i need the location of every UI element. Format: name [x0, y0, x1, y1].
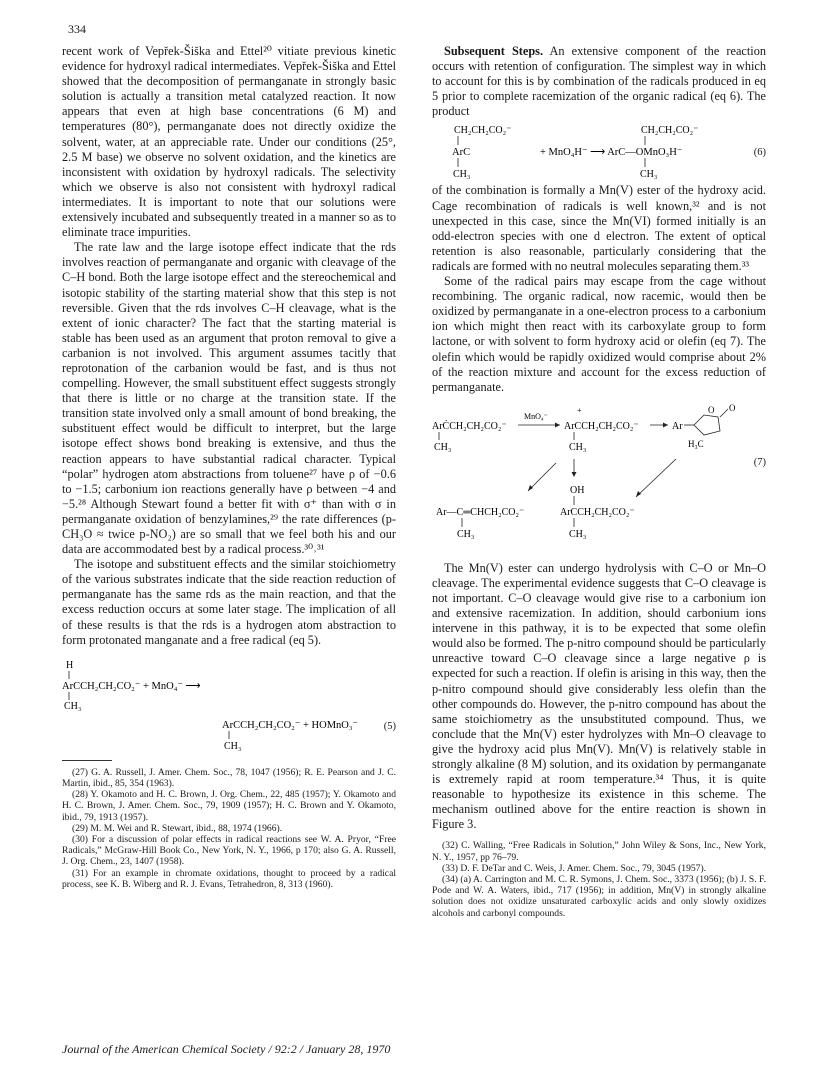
svg-text:OH: OH	[570, 484, 585, 496]
svg-text:Ar: Ar	[672, 420, 683, 432]
svg-text:ArCCH₂CH₂CO₂⁻ + HOMnO₃⁻: ArCCH₂CH₂CO₂⁻ + HOMnO₃⁻	[222, 719, 359, 731]
equation-6-number: (6)	[753, 147, 766, 159]
right-paragraph-2: of the combination is formally a Mn(V) ester of the hydroxy acid. Cage recombination of radicals is well known,³² and is not unexpected in this case, since the Mn(VI) formed initially is an odd-electron species with one d electron. The extent of optical retention is also reasonable, particularly considering that the radicals are formed with no neutral molecules separating them.³³	[432, 183, 766, 273]
svg-text:H₃C: H₃C	[688, 438, 704, 449]
footnotes-right	[432, 840, 766, 918]
svg-text:H: H	[66, 659, 74, 671]
svg-text:CH₃: CH₃	[569, 441, 587, 453]
footnote-30: (30) For a discussion of polar effects in radical reactions see W. A. Pryor, “Free Radicals,” McGraw-Hill Book Co., New York, N. Y., 1966, p 170; also G. A. Russell, J. Org. Chem., 23, 1407 (1958).	[62, 833, 396, 868]
footnotes-left	[62, 767, 396, 890]
footnote-28: (28) Y. Okamoto and H. C. Brown, J. Org. Chem., 22, 485 (1957); Y. Okamoto and H. C. Brown, J. Amer. Chem. Soc., 79, 1909 (1957); H. C. Brown and Y. Okamoto, ibid., 79, 1913 (1957).	[62, 789, 396, 823]
page-number: 334	[68, 22, 86, 36]
right-paragraph-3: Some of the radical pairs may escape from the cage without recombining. The organic radical, now racemic, would then be oxidized by permanganate in a one-electron process to a carbonium ion which might then react with its carboxylate group to form lactone, or with solvent to form hydroxy acid or olefin (eq 7). The olefin which would be rapidly oxidized would comprise about 2% of the reaction mixture and account for the excess reduction of permanganate.	[432, 274, 766, 394]
equation-5	[62, 658, 396, 754]
equation-7	[432, 403, 766, 561]
equation-6	[432, 123, 766, 183]
equation-7-number: (7)	[753, 456, 766, 468]
footnote-34: (34) (a) A. Carrington and M. C. R. Symons, J. Chem. Soc., 3373 (1956); (b) J. S. F. Pode and W. A. Waters, ibid., 717 (1956); in addition, Mn(V) in strongly alkaline solution does not oxidize unsaturated carboxylic acids and only slowly oxidizes alcohols and carbonyl compounds.	[432, 874, 766, 919]
svg-text:ArCCH₂CH₂CO₂⁻: ArCCH₂CH₂CO₂⁻	[560, 506, 635, 518]
svg-text:MnO₄⁻: MnO₄⁻	[524, 411, 548, 421]
right-column	[432, 44, 766, 919]
svg-text:CH₃: CH₃	[434, 441, 452, 453]
svg-text:CH₂CH₂CO₂⁻: CH₂CH₂CO₂⁻	[641, 125, 699, 137]
footnote-32: (32) C. Walling, “Free Radicals in Solution,” John Wiley & Sons, Inc., New York, N. Y., 1957, pp 76–79.	[432, 840, 766, 863]
svg-text:CH₃: CH₃	[640, 169, 658, 181]
svg-text:ArĊCH₂CH₂CO₂⁻: ArĊCH₂CH₂CO₂⁻	[432, 420, 507, 432]
footnote-31: (31) For an example in chromate oxidations, thought to proceed by a radical process, see K. B. Wiberg and R. J. Evans, Tetrahedron, 8, 313 (1960).	[62, 867, 396, 890]
right-paragraph-1: An extensive component of the reaction occurs with retention of configuration. The simplest way in which to account for this is by combination of the radicals produced in eq 5 prior to complete racemization of the organic radical (eq 6). The product	[432, 44, 766, 119]
svg-text:O: O	[729, 402, 736, 413]
equation-5-number: (5)	[383, 720, 396, 732]
footnote-27: (27) G. A. Russell, J. Amer. Chem. Soc., 78, 1047 (1956); R. E. Pearson and J. C. Martin, ibid., 85, 354 (1963).	[62, 766, 396, 789]
left-paragraph-3: The isotope and substituent effects and the similar stoichiometry of the various substrates indicate that the side reaction reduction of permanganate has the same rds as the main reaction, and that the excess reduction occurs at some later stage. The implication of all of these results is that the rds is a hydrogen atom abstraction to form protonated manganate and a free radical (eq 5).	[62, 557, 396, 647]
footnote-29: (29) M. M. Wei and R. Stewart, ibid., 88, 1974 (1966).	[72, 822, 283, 834]
section-heading: Subsequent Steps.	[444, 44, 544, 58]
footnote-33: (33) D. F. DeTar and C. Weis, J. Amer. Chem. Soc., 79, 3045 (1957).	[442, 862, 707, 874]
equation-5-structure	[62, 658, 396, 754]
svg-text:CH₃: CH₃	[224, 740, 242, 752]
svg-text:CH₃: CH₃	[453, 169, 471, 181]
svg-text:CH₂CH₂CO₂⁻: CH₂CH₂CO₂⁻	[454, 125, 512, 137]
equation-7-scheme	[432, 403, 766, 561]
journal-footer: Journal of the American Chemical Society / 92:2 / January 28, 1970	[62, 1042, 391, 1056]
left-paragraph-1: recent work of Vepřek-Šiška and Ettel²⁰ vitiate previous kinetic evidence for hydroxyl radical intermediates. Vepřek-Šiška and Ettel showed that the decomposition of permanganate in strongly basic solution is actually a transition metal catalyzed reaction. It now appears that even at high base concentrations (6 M) and temperatures (80°), permanganate does not directly oxidize the solvent, water, at an appreciable rate. Under our conditions (25°, 2.5 M base) we observe no solvent oxidation, and the kinetics are inconsistent with oxidation by hydroxyl radicals. The selectivity which we observe is also not consistent with hydroxyl radical intermediates. It is important to note that our solutions were extensively incubated and subsequently treated in a manner so as to eliminate trace impurities.	[62, 44, 396, 240]
footnote-rule	[62, 760, 112, 761]
right-paragraph-4: The Mn(V) ester can undergo hydrolysis with C–O or Mn–O cleavage. The experimental evidence suggests that C–O cleavage is not important. C–O cleavage would give rise to a carbonium ion and extensive racemization. In addition, should carbonium ions intervene in this pathway, it is to be expected that some olefin would also be formed. The p-nitro compound should be particularly unreactive toward C–O cleavage since a large negative ρ is expected for such a reaction. If olefin is arising in this way, then the p-nitro compound should give considerably less olefin than the other compounds do. However, the p-nitro compound has about the same stoichiometry as the unsubstituted compound. Thus, we conclude that the Mn(V) ester hydrolyzes with Mn–O cleavage to give the hydroxy acid plus Mn(V). Mn(V) is relatively stable in strongly alkaline (8 M) solution, and its oxidation by permanganate is extremely rapid at room temperature.³⁴ Thus, it is quite reasonable to hypothesize its existence in this scheme. The mechanism outlined above for the entire reaction is shown in Figure 3.	[432, 560, 766, 832]
left-paragraph-2: The rate law and the large isotope effect indicate that the rds involves reaction of permanganate and organic with cleavage of the C–H bond. Both the large isotope effect and the stereochemical and isotopic stability of the starting material show that this step is not reversible. Given that the rds involves C–H cleavage, what is the extent of ionic character? The fact that the starting material is stable has been used as an argument that proton removal to give a carbanion is not involved. This argument assumes tacitly that reprotonation of the carbanion would be fast, and is thus not compelling. However, the small substituent effect suggests strongly that there is little or no charge at the transition state. If the transition state involved only a small amount of bond breaking, the substituent effect would be difficult to interpret, but the large isotope effect shows bond breaking is extensive, and thus the reaction appears to have substantial radical character. Typical “polar” hydrogen atom abstractions from toluene²⁷ have ρ of −0.6 to −1.5; carbonium ion reactions generally have ρ between −4 and −5.²⁸ Although Stewart found a better fit with σ⁺ than with σ in permanganate oxidation of benzylamines,²⁹ the rate differences (p-CH₃O ≈ twice p-NO₂) are so small that we feel both his and our data are accommodated best by a radical process.³⁰˒³¹	[62, 240, 396, 557]
svg-text:ArCCH₂CH₂CO₂⁻: ArCCH₂CH₂CO₂⁻	[564, 420, 639, 432]
svg-text:ArCCH₂CH₂CO₂⁻ + MnO₄⁻ ⟶: ArCCH₂CH₂CO₂⁻ + MnO₄⁻ ⟶	[62, 680, 201, 692]
svg-text:O: O	[708, 404, 715, 415]
svg-text:+: +	[577, 405, 582, 415]
svg-text:ArC: ArC	[452, 147, 471, 159]
svg-text:+ MnO₄H⁻ ⟶ ArC—OMnO₃H⁻: + MnO₄H⁻ ⟶ ArC—OMnO₃H⁻	[540, 147, 683, 159]
svg-text:CH₃: CH₃	[569, 528, 587, 540]
svg-text:Ar—C═CHCH₂CO₂⁻: Ar—C═CHCH₂CO₂⁻	[436, 506, 525, 518]
svg-text:CH₃: CH₃	[64, 700, 82, 712]
equation-6-structure	[432, 123, 766, 183]
svg-text:CH₃: CH₃	[457, 528, 475, 540]
left-column	[62, 44, 396, 890]
